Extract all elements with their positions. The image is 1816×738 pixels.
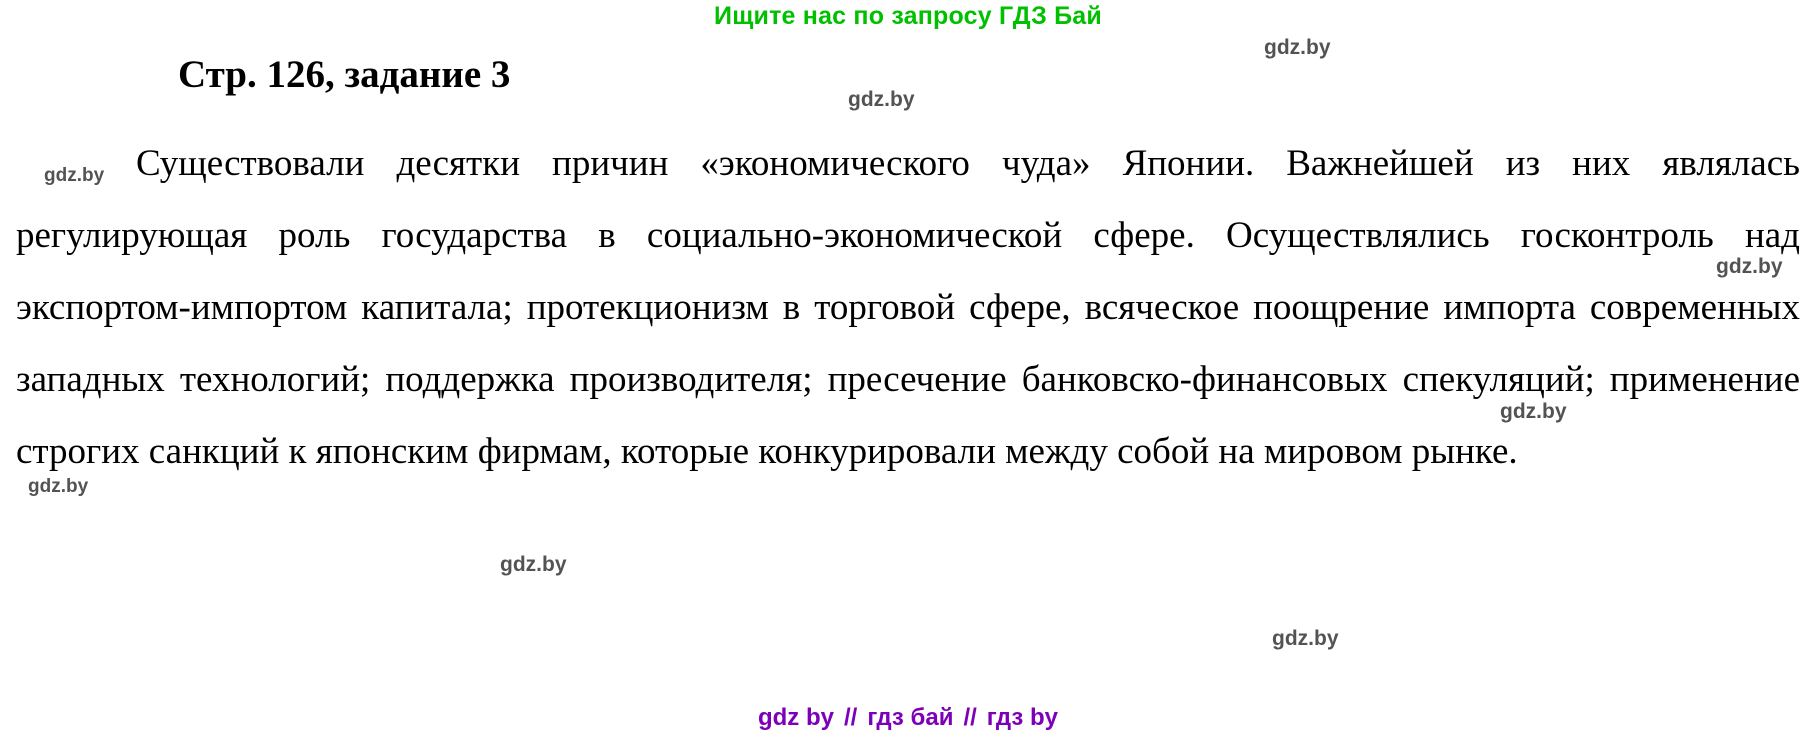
watermark: gdz.by [1716,255,1783,278]
watermark: gdz.by [1500,400,1567,423]
watermark: gdz.by [1264,36,1331,59]
footer-separator: // [843,704,858,731]
page-title: Стр. 126, задание 3 [178,53,511,96]
paragraph-text: Существовали десятки причин «экономического чуда» Японии. Важнейшей из них являлась регулирующая роль государства в социально-экономической сфере. Осуществлялись госконтроль над экспортом-импортом капитала; протекционизм в торговой сфере, всяческое поощрение импорта современных западных технологий; поддержка производителя; пресечение банковско-финансовых спекуляций; применение строгих санкций к японским фирмам, которые конкурировали между собой на мировом рынке. [16,143,1800,472]
footer-link-gdzby-ru[interactable]: гдз by [986,704,1059,731]
watermark: gdz.by [500,553,567,576]
footer-links [0,704,1816,732]
watermark: gdz.by [1272,627,1339,650]
watermark: gdz.by [848,88,915,111]
promo-banner: Ищите нас по запросу ГДЗ Бай [714,2,1102,30]
watermark: gdz.by [28,476,89,497]
watermark: gdz.by [44,165,105,186]
answer-paragraph [16,128,1800,488]
footer-link-gdzbay[interactable]: гдз бай [867,704,954,731]
footer-link-gdzby[interactable]: gdz by [757,704,834,731]
footer-separator: // [963,704,977,731]
